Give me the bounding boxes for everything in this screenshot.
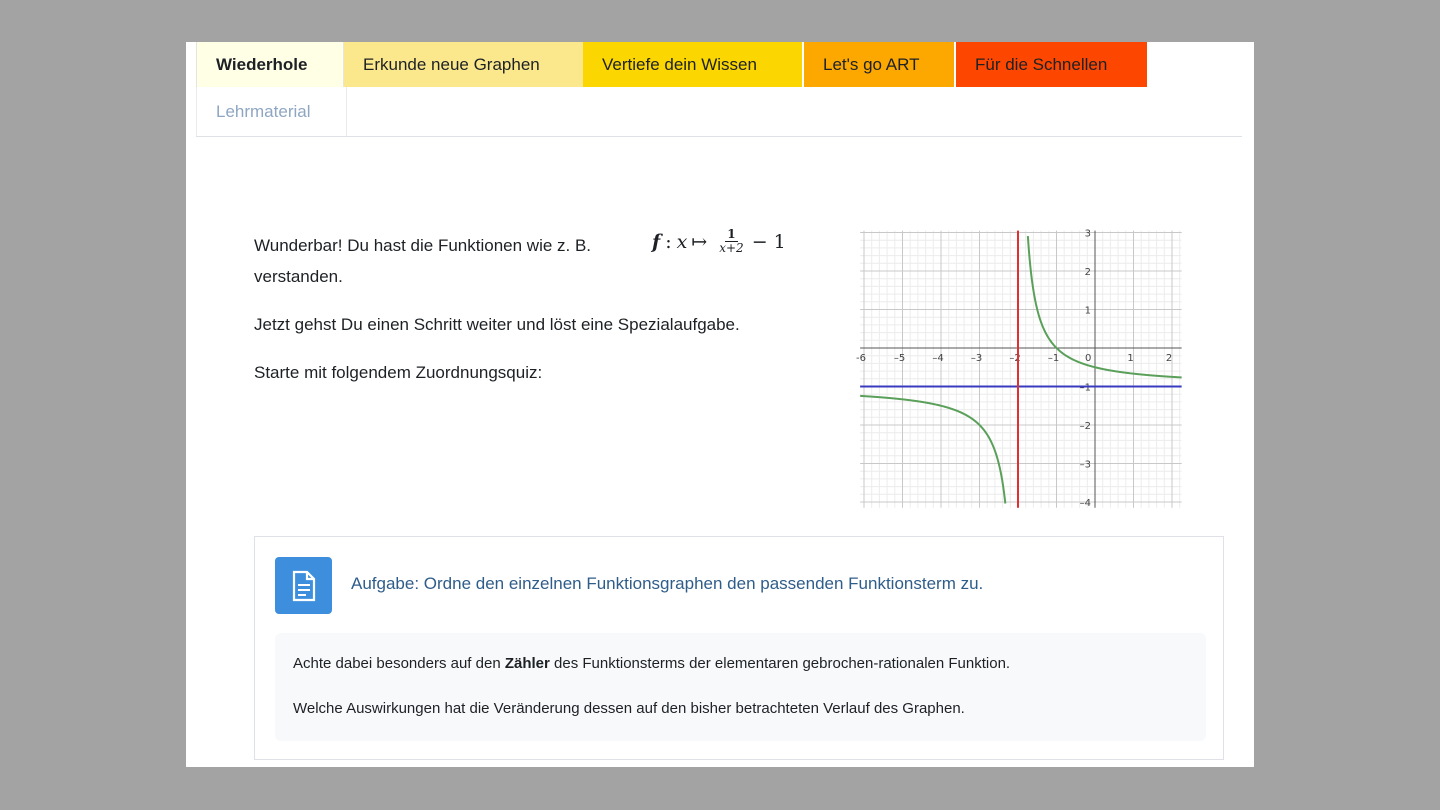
task-instruction-1-bold: Zähler bbox=[504, 655, 550, 672]
x-tick-label: –2 bbox=[1009, 353, 1021, 364]
intro-line-1b: verstanden. bbox=[254, 267, 343, 286]
tab-vertiefe-dein-wissen[interactable]: Vertiefe dein Wissen bbox=[583, 42, 802, 87]
x-tick-label: –3 bbox=[970, 353, 983, 364]
formula-colon: : bbox=[665, 230, 672, 253]
formula-numerator: 1 bbox=[727, 227, 736, 241]
y-tick-label: –4 bbox=[1079, 498, 1091, 509]
y-tick-label: 2 bbox=[1084, 267, 1091, 278]
tab-bar bbox=[196, 42, 1147, 87]
x-tick-label: -6 bbox=[856, 353, 866, 364]
formula-tail: − 1 bbox=[751, 230, 786, 253]
formula-variable: x bbox=[676, 230, 688, 253]
formula-maps-to: ↦ bbox=[691, 230, 708, 253]
intro-text bbox=[254, 227, 814, 405]
graph-svg bbox=[856, 228, 1192, 509]
y-tick-label: –2 bbox=[1079, 421, 1091, 432]
y-tick-label: –1 bbox=[1079, 382, 1091, 394]
x-tick-label: –5 bbox=[893, 353, 906, 364]
formula-function-name: f bbox=[652, 230, 661, 253]
function-graph bbox=[856, 228, 1192, 513]
example-formula bbox=[652, 228, 786, 255]
formula-denominator: x+2 bbox=[719, 241, 744, 255]
tab-lehrmaterial[interactable]: Lehrmaterial bbox=[196, 87, 347, 136]
tab-bar-second-row bbox=[196, 87, 1242, 137]
y-tick-label: –3 bbox=[1079, 459, 1091, 471]
tab-fuer-die-schnellen[interactable]: Für die Schnellen bbox=[956, 42, 1147, 87]
tab-lets-go-art[interactable]: Let's go ART bbox=[804, 42, 954, 87]
intro-paragraph-2: Jetzt gehst Du einen Schritt weiter und löst eine Spezialaufgabe. bbox=[254, 315, 740, 334]
formula-fraction bbox=[717, 228, 745, 255]
task-instruction-1-post: des Funktionsterms der elementaren gebrochen-rationalen Funktion. bbox=[549, 655, 1011, 672]
x-tick-label: –1 bbox=[1047, 353, 1060, 364]
content-page bbox=[186, 42, 1254, 767]
task-title: Aufgabe: Ordne den einzelnen Funktionsgraphen den passenden Funktionsterm zu. bbox=[351, 574, 984, 593]
intro-line-1: Wunderbar! Du hast die Funktionen wie z. B. bbox=[254, 236, 592, 255]
task-instruction-2: Welche Auswirkungen hat die Veränderung dessen auf den bisher betrachteten Verlauf des Graphen. bbox=[293, 700, 965, 717]
y-tick-label: 1 bbox=[1084, 305, 1091, 317]
x-tick-label: 2 bbox=[1165, 353, 1173, 364]
task-instruction-1 bbox=[293, 655, 1010, 672]
task-instructions bbox=[275, 633, 1206, 741]
task-card bbox=[254, 536, 1224, 760]
intro-paragraph-3: Starte mit folgendem Zuordnungsquiz: bbox=[254, 363, 543, 382]
x-tick-label: 0 bbox=[1085, 353, 1092, 364]
curve-left-branch bbox=[860, 396, 1005, 504]
x-tick-label: –4 bbox=[932, 353, 944, 364]
document-icon bbox=[275, 557, 332, 614]
tab-erkunde-neue-graphen[interactable]: Erkunde neue Graphen bbox=[344, 42, 583, 87]
y-tick-label: 3 bbox=[1084, 228, 1091, 240]
x-tick-label: 1 bbox=[1127, 353, 1134, 364]
tab-wiederhole[interactable]: Wiederhole bbox=[196, 42, 344, 87]
task-instruction-1-pre: Achte dabei besonders auf den bbox=[293, 655, 505, 672]
